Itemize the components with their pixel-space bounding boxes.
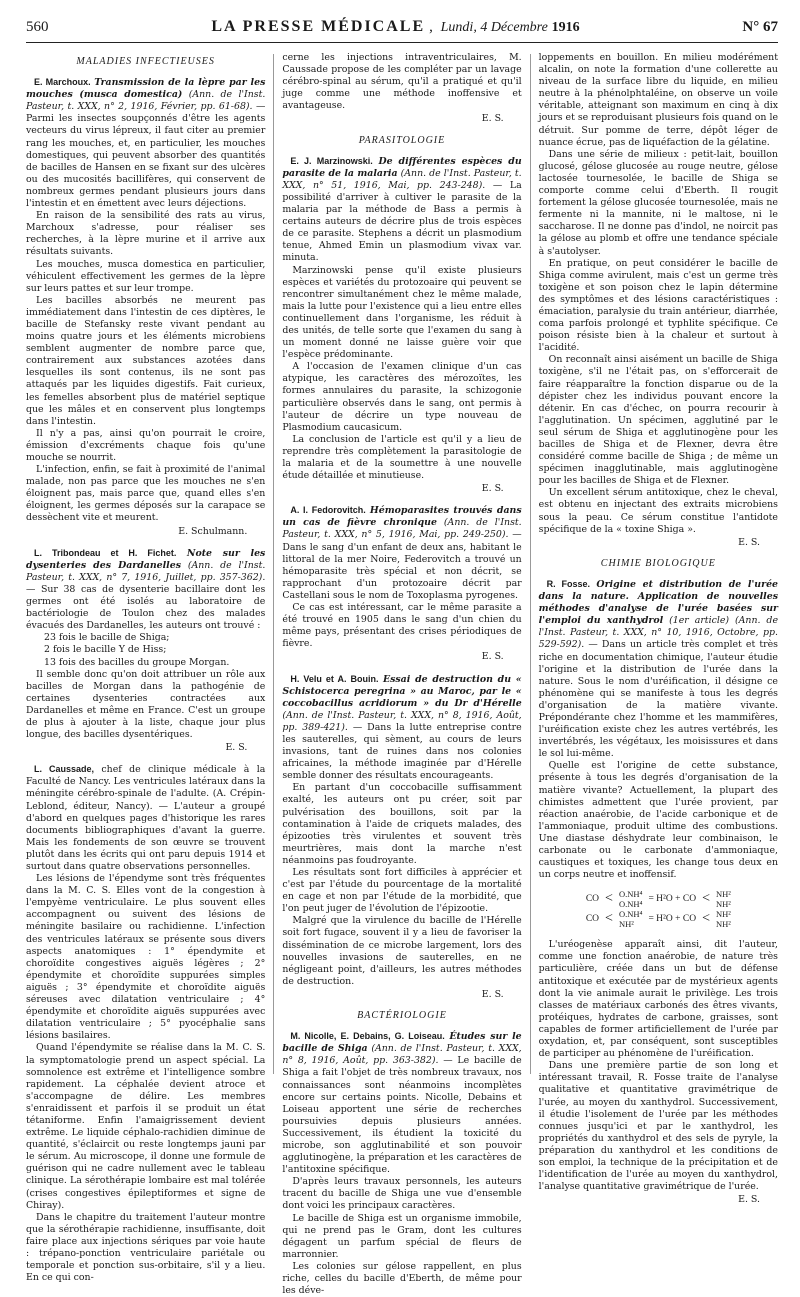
article-text: — La possibilité d'arriver à cultiver le parasite de la malaria par la méthode de Bass a permis à certains auteurs de décrire plus de trois espèces de ce parasite. Stephens a décrit un plasmodium tenue, Ahmed Emin un plasmodium vivax var. minuta. xyxy=(282,179,522,264)
article-text: — Dans la lutte entreprise contre les sauterelles, qui sèment, au cours de leurs invasions, tant de ruines dans nos colonies africaines, la méthode imaginée par d'Hérelle semble donner des résultats encourageants. xyxy=(282,721,522,782)
column-1 xyxy=(26,52,266,1284)
section-heading: BACTÉRIOLOGIE xyxy=(357,1010,447,1022)
article-fedorovitch xyxy=(282,504,521,663)
article-paragraph: cerne les injections intraventriculaires, M. Caussade propose de les compléter par un lavage cérébro-spinal au sérum, qu'il a pratiqué et qu'il juge comme une méthode inoffensive et avantageuse. xyxy=(282,52,522,112)
article-paragraph: En raison de la sensibilité des rats au virus, Marchoux s'adresse, pour réaliser ses recherches, à la lèpre murine et il arrive aux résultats suivants. xyxy=(26,210,266,258)
formula-row: CO < O.NH⁴ NH² = H²O + CO < NH² NH² xyxy=(585,909,731,930)
article-author: R. Fosse. xyxy=(546,578,591,589)
article-paragraph: Quand l'épendymite se réalise dans la M. C. S. la symptomatologie prend un aspect spécial. La somnolence est extrême et l'intelligence sombre rapidement. La céphalée devient atroce et s'accompagne de délire. Les membres s'enraidissent et parfois il se produit un état tétaniforme. Enfin l'amaigrissement devient extrême. Le liquide céphalo-rachidien diminue de quantité, s'éclaircit ou reste longtemps jauni par le sérum. Au microscope, il donne une formule de guérison qui ne cadre nullement avec le tableau clinique. La sérothérapie lombaire est mal tolérée (crises congestives épileptiformes et signe de Chiray). xyxy=(26,1042,266,1211)
article-nicolle xyxy=(282,1030,521,1297)
column-3 xyxy=(538,52,778,1206)
article-marzinowski xyxy=(282,155,521,496)
article-text: — Parmi les insectes soupçonnés d'être les agents vecteurs du virus lépreux, il faut citer au premier rang les mouches, et, en particulier, les mouches domestiques, qui peuvent absorber des quantités de bacilles de Hansen en se fixant sur des ulcères ou des mucosités bacillifères, qui conservent de nombreux germes pendant plusieurs jours dans l'intestin et en émettent avec leurs déjections. xyxy=(26,101,266,210)
article-paragraph: Dans le chapitre du traitement l'auteur montre que la sérothérapie rachidienne, insuffisante, doit faire place aux injections sériques par voie haute : trépano-ponction ventriculaire pariétale ou temporale et ponction sus-orbitaire, s'il y a lieu. En ce qui con- xyxy=(26,1211,266,1284)
article-paragraph: Les bacilles absorbés ne meurent pas immédiatement dans l'intestin de ces diptères, le bacille de Stefansky reste vivant pendant au moins quatre jours et les éléments microbiens semblent augmenter de nombre parce que, contrairement aux substances azotées dans lesquelles ils sont contenus, ils ne sont pas attaqués par les liquides digestifs. Fait curieux, les femelles absorbent plus de matériel septique que les mâles et en conservent plus longtemps dans l'intestin. xyxy=(26,294,266,427)
article-signature: E. Schulmann. xyxy=(178,525,248,537)
article-title: Transmission de la lèpre par les mouches (musca domestica) xyxy=(26,77,266,101)
article-caussade-continued xyxy=(282,52,521,126)
article-author: L. Caussade, xyxy=(34,764,94,775)
article-paragraph: Dans une série de milieux : petit-lait, bouillon glucosé, gélose glucosée au rouge neutre, gélose lactosée tournesolée, le bacille de Shiga se comporte comme celui d'Eberth. Il rougit fortement la gélose glucosée tournesolée, mais ne fermente ni la mannite, ni le maltose, ni le saccharose. Il ne donne pas d'indol, ne noircit pas la gélose au plomb et offre une tendance spéciale à s'autolyser. xyxy=(538,148,778,257)
article-paragraph: Les colonies sur gélose rappellent, en plus riche, celles du bacille d'Eberth, de même pour les déve- xyxy=(282,1260,522,1297)
article-paragraph: Il semble donc qu'on doit attribuer un rôle aux bacilles de Morgan dans la pathogénie de certaines dysenteries contractées aux Dardanelles et même en France. C'est un groupe de plus à ajouter à la liste, chaque jour plus longue, des bacilles dysentériques. xyxy=(26,668,266,741)
article-author: H. Velu et A. Bouin. xyxy=(290,673,379,684)
formula-term: = H²O + CO xyxy=(648,894,697,905)
article-signature: E. S. xyxy=(481,113,504,125)
article-tribondeau xyxy=(26,547,265,755)
formula-term: NH² xyxy=(715,909,731,920)
chemical-formula xyxy=(539,889,778,929)
article-paragraph: Quelle est l'origine de cette substance, présente à tous les degrés d'organisation de la matière vivante? Actuellement, la plupart des chimistes admettent que l'urée provient, par réaction anaérobie, de l'acide carbonique et de l'ammoniaque, produit ultime des combustions. Une diastase déshydrate leur combinaison, le carbonate ou le carbonate d'ammoniaque, caustiques et toxiques, les change tous deux en un corps neutre et inoffensif. xyxy=(538,760,778,881)
section-heading: CHIMIE BIOLOGIQUE xyxy=(600,557,716,569)
article-author: A. I. Fedorovitch. xyxy=(290,505,366,516)
article-author: L. Tribondeau et H. Fichet. xyxy=(34,547,177,558)
article-signature: E. S. xyxy=(481,988,504,1000)
list-item: 2 fois le bacille Y de Hiss; xyxy=(44,644,167,656)
article-paragraph: En partant d'un coccobacille suffisamment exalté, les auteurs ont pu créer, soit par pulvérisation des bouillons, soit par la contamination à l'aide de criquets malades, des épizooties très virulentes et souvent très meurtrières, mais dont la marche n'est néanmoins pas foudroyante. xyxy=(282,782,522,866)
article-paragraph: Les lésions de l'épendyme sont très fréquentes dans la M. C. S. Elles vont de la congestion à l'empyème ventriculaire. Le plus souvent elles accompagnent ou suivent des lésions de méningite basilaire ou rachidienne. L'infection des ventricules latéraux se présente sous divers aspects anatomiques : 1° épendymite et choroïdite congestives aiguës légères ; 2° épendymite et choroïdite suppurées simples aiguës ; 3° épendymite et choroïdite aiguës séreuses avec dilatation ventriculaire ; 4° épendymite et choroïdite aiguës suppurées avec dilatation ventriculaire ; 5° pyocéphalie sans lésions basilaires. xyxy=(26,873,266,1042)
column-2 xyxy=(282,52,522,1297)
formula-term: CO xyxy=(585,914,600,925)
article-paragraph: loppements en bouillon. En milieu modérément alcalin, on note la formation d'une collerette au niveau de la surface libre du liquide, en milieu neutre à la phénolphtaléine, on observe un voile véritable, atteignant son maximum en cinq à dix jours et se reproduisant plusieurs fois quand on le détruit. Sur pomme de terre, dépôt léger de nuance écrue, pas de liquéfaction de la gélatine. xyxy=(538,52,778,148)
article-text: — Sur 38 cas de dysenterie bacillaire dont les germes ont été isolés au laboratoire de bactériologie de Toulon chez des malades évacués des Dardanelles, les auteurs ont trouvé : xyxy=(26,583,266,632)
article-title: Essai de destruction du « Schistocerca peregrina » au Maroc, par le « coccobacillus acridiorum » du Dr d'Hérelle xyxy=(282,673,522,709)
article-text: chef de clinique médicale à la Faculté de Nancy. Les ventricules latéraux dans la méningite cérébro-spinale de l'adulte. (A. Crépin-Leblond, éditeur, Nancy). — L'auteur a groupé d'abord en quelques pages d'historique les rares documents bibliographiques d'avant la guerre. Mais les fondements de son œuvre se trouvent plutôt dans les écrits qui ont paru depuis 1914 et surtout dans quatre observations personnelles. xyxy=(26,764,266,872)
article-title: Origine et distribution de l'urée dans la nature. Application de nouvelles méthodes d'analyse de l'urée basées sur l'emploi du xanthydrol xyxy=(538,578,778,627)
formula-term: NH² xyxy=(715,919,731,930)
article-author: E. Marchoux. xyxy=(34,77,91,88)
formula-term: O.NH⁴ xyxy=(618,899,643,910)
article-signature: E. S. xyxy=(738,1194,760,1206)
article-reference: (Ann. de l'Inst. Pasteur, t. XXX, n° 5, 1916, Mai, pp. 249-250). xyxy=(282,517,522,541)
issue-date: Lundi, 4 Décembre xyxy=(440,20,548,35)
article-title: Études sur le bacille de Shiga xyxy=(282,1031,522,1055)
article-paragraph: L'uréogenèse apparaît ainsi, dit l'auteur, comme une fonction anaérobie, de nature très particulière, créée dans un but de défense antitoxique et exécutée par de mystérieux agents dont la vie animale aurait le privilège. Les trois classes de matériaux carbonés des êtres vivants, protéiques, hydrates de carbone, graisses, sont capables de former artificiellement de l'urée par oxydation, et, par conséquent, sont susceptibles de participer au phénomène de l'uréification. xyxy=(538,939,778,1060)
article-reference: (Ann. de l'Inst. Pasteur, t. XXX, n° 8, 1916, Août, pp. 363-382). xyxy=(282,1043,522,1067)
article-nicolle-continued xyxy=(539,52,778,549)
article-paragraph: A l'occasion de l'examen clinique d'un cas atypique, les caractères des mérozoïtes, les formes annulaires du parasite, la schizogonie particulière observés dans le sang, ont permis à l'auteur de décrire un type nouveau de Plasmodium caucasicum. xyxy=(282,361,522,433)
article-paragraph: Un excellent sérum antitoxique, chez le cheval, est obtenu en injectant des extraits microbiens sous la peau. Ce sérum constitue l'antidote spécifique de la « toxine Shiga ». xyxy=(538,487,778,535)
article-paragraph: En pratique, on peut considérer le bacille de Shiga comme avirulent, mais c'est un germe très toxigène et son poison chez le lapin détermine des symptômes et des lésions caractéristiques : émaciation, paralysie du train antérieur, diarrhée, coma parfois prolongé et typhlite spécifique. Ce poison résiste bien à la chaleur et surtout à l'acidité. xyxy=(538,257,778,354)
page-number: 560 xyxy=(26,19,49,35)
article-signature: E. S. xyxy=(738,536,760,548)
article-signature: E. S. xyxy=(481,651,504,663)
column-divider xyxy=(273,54,274,1074)
article-reference: (Ann. de l'Inst. Pasteur, t. XXX, n° 51, 1916, Mai, pp. 243-248). xyxy=(282,167,522,191)
section-heading: MALADIES INFECTIEUSES xyxy=(76,56,215,67)
article-marchoux xyxy=(26,76,265,538)
formula-term: NH² xyxy=(618,919,634,930)
formula-term: CO xyxy=(585,894,600,905)
article-paragraph: Marzinowski pense qu'il existe plusieurs espèces et variétés du protozoaire qui peuvent se rencontrer simultanément chez le même malade, mais la lutte pour l'existence qui a lieu entre elles continuellement dans l'organisme, les réduit à des unités, de telle sorte que l'examen du sang à un moment donné ne laisse guère voir que l'espèce prédominante. xyxy=(282,264,522,361)
article-paragraph: Dans une première partie de son long et intéressant travail, R. Fosse traite de l'analyse qualitative et quantitative gravimétrique de l'urée, au moyen du xanthydrol. Successivement, il étudie l'isolement de l'urée par les méthodes connues jusqu'ici et par le xanthydrol, les propriétés du xanthydrol et des sels de pyryle, la préparation du xanthydrol et les conditions de son emploi, la technique de la précipitation et de l'identification de l'urée au moyen du xanthydrol, l'analyse quantitative gravimétrique de l'urée. xyxy=(538,1060,778,1193)
formula-term: NH² xyxy=(715,889,731,900)
article-text: — Dans le sang d'un enfant de deux ans, habitant le littoral de la mer Noire, Federovitch a trouvé un hémoparasite très spécial et non décrit, se rapprochant d'un protozoaire décrit par Castellani sous le nom de Toxoplasma pyrogenes. xyxy=(282,529,522,601)
article-paragraph: L'infection, enfin, se fait à proximité de l'animal malade, non pas parce que les mouches ne s'en éloignent pas, mais parce que, quand elles s'en éloignent, les germes déposés sur la carapace se dessèchent vite et meurent. xyxy=(26,464,266,524)
article-reference: (Ann. de l'Inst. Pasteur, t. XXX, n° 2, 1916, Février, pp. 61-68). xyxy=(26,89,266,113)
section-heading: PARASITOLOGIE xyxy=(358,134,446,146)
article-title: De différentes espèces du parasite de la malaria xyxy=(282,155,522,179)
article-text: — Dans un article très complet et très riche en documentation chimique, l'auteur étudie l'origine et la distribution de l'urée dans la nature. Sous le nom d'uréification, il désigne ce phénomène qui se manifeste à tous les degrés d'organisation de la matière vivante. Prépondérante chez l'homme et les mammifères, l'uréification existe chez les autres vertébrés, les invertébrés, les végétaux, les moisissures et dans le sol lui-même. xyxy=(538,639,778,760)
formula-term: NH² xyxy=(715,899,731,910)
issue-year: 1916 xyxy=(551,20,580,35)
article-paragraph: D'après leurs travaux personnels, les auteurs tracent du bacille de Shiga une vue d'ensemble dont voici les principaux caractères. xyxy=(282,1176,522,1212)
article-velu-bouin xyxy=(282,673,521,1002)
header-rule xyxy=(26,42,778,43)
formula-term: O.NH⁴ xyxy=(618,909,643,920)
formula-term: = H²O + CO xyxy=(648,914,697,925)
article-paragraph: On reconnaît ainsi aisément un bacille de Shiga toxigène, s'il ne l'était pas, on s'efforcerait de faire réapparaître la fonction disparue ou de la dépister chez les individus pouvant encore la détenir. En cas d'échec, on pourra recourir à l'agglutination. Un spécimen, agglutiné par le seul sérum de Shiga et agglutinogène pour les bacilles de Shiga et de Flexner, devra être considéré comme bacille de Shiga ; de même un spécimen inagglutinable, mais agglutinogène pour les bacilles de Shiga et de Flexner. xyxy=(538,354,778,487)
article-columns xyxy=(26,52,778,1297)
article-reference: (Ann. de l'Inst. Pasteur, t. XXX, n° 8, 1916, Août, pp. 389-421). xyxy=(282,709,522,733)
article-paragraph: Malgré que la virulence du bacille de l'Hérelle soit fort fugace, souvent il y a lieu de favoriser la dissémination de ce microbe largement, lors des nouvelles invasions de sauterelles, en ne négligeant point, d'ailleurs, les autres méthodes de destruction. xyxy=(282,915,522,987)
article-paragraph: Les mouches, musca domestica en particulier, véhiculent effectivement les germes de la lèpre sur leurs pattes et sur leur trompe. xyxy=(26,258,266,294)
article-text: — Le bacille de Shiga a fait l'objet de très nombreux travaux, nos connaissances sont néanmoins incomplètes encore sur certains points. Nicolle, Debains et Loiseau apportent une série de recherches poursuivies depuis plusieurs années. Successivement, ils étudient la toxicité du microbe, son agglutinabilité et son pouvoir agglutinogène, la préparation et les caractères de l'antitoxine spécifique. xyxy=(282,1055,522,1176)
article-caussade xyxy=(26,763,265,1284)
list-item: 23 fois le bacille de Shiga; xyxy=(44,632,170,644)
article-paragraph: Il n'y a pas, ainsi qu'on pourrait le croire, émission d'excréments chaque fois qu'une mouche se nourrit. xyxy=(26,427,266,463)
article-signature: E. S. xyxy=(225,742,248,754)
article-paragraph: Ce cas est intéressant, car le même parasite a été trouvé en 1905 dans le sang d'un chien du même pays, présentant des crises périodiques de fièvre. xyxy=(282,602,522,650)
formula-term: O.NH⁴ xyxy=(618,889,643,900)
article-author: M. Nicolle, E. Debains, G. Loiseau. xyxy=(290,1031,445,1042)
page-header xyxy=(26,18,778,38)
article-signature: E. S. xyxy=(481,483,504,495)
article-paragraph: Le bacille de Shiga est un organisme immobile, qui ne prend pas le Gram, dont les cultures dégagent un parfum spécial de fleurs de marronnier. xyxy=(282,1212,522,1260)
list-item: 13 fois des bacilles du groupe Morgan. xyxy=(44,656,230,668)
issue-number: N° 67 xyxy=(742,19,778,35)
results-list xyxy=(26,632,265,668)
journal-masthead: LA PRESSE MÉDICALE , Lundi, 4 Décembre 1916 xyxy=(211,18,580,35)
column-divider xyxy=(530,54,531,1074)
article-paragraph: Les résultats sont fort difficiles à apprécier et c'est par l'étude du pourcentage de la mortalité en cage et non par l'étude de la morbidité, que l'on peut juger de l'évolution de l'épizootie. xyxy=(282,867,522,915)
article-paragraph: La conclusion de l'article est qu'il y a lieu de reprendre très complètement la parasitologie de la malaria et de la soumettre à une nouvelle étude détaillée et minutieuse. xyxy=(282,433,522,482)
article-reference: (Ann. de l'Inst. Pasteur, t. XXX, n° 7, 1916, Juillet, pp. 357-362). xyxy=(26,559,266,583)
formula-row: CO < O.NH⁴ O.NH⁴ = H²O + CO < NH² NH² xyxy=(585,889,731,910)
article-reference: (1er article) (Ann. de l'Inst. Pasteur, t. XXX, n° 10, 1916, Octobre, pp. 529-592). xyxy=(538,615,778,651)
article-title: Note sur les dysenteries des Dardanelles xyxy=(26,547,266,571)
article-title: Hémoparasites trouvés dans un cas de fièvre chronique xyxy=(282,505,522,529)
journal-title: LA PRESSE MÉDICALE xyxy=(211,18,426,35)
article-author: E. J. Marzinowski. xyxy=(290,155,373,166)
article-fosse xyxy=(539,578,778,1206)
